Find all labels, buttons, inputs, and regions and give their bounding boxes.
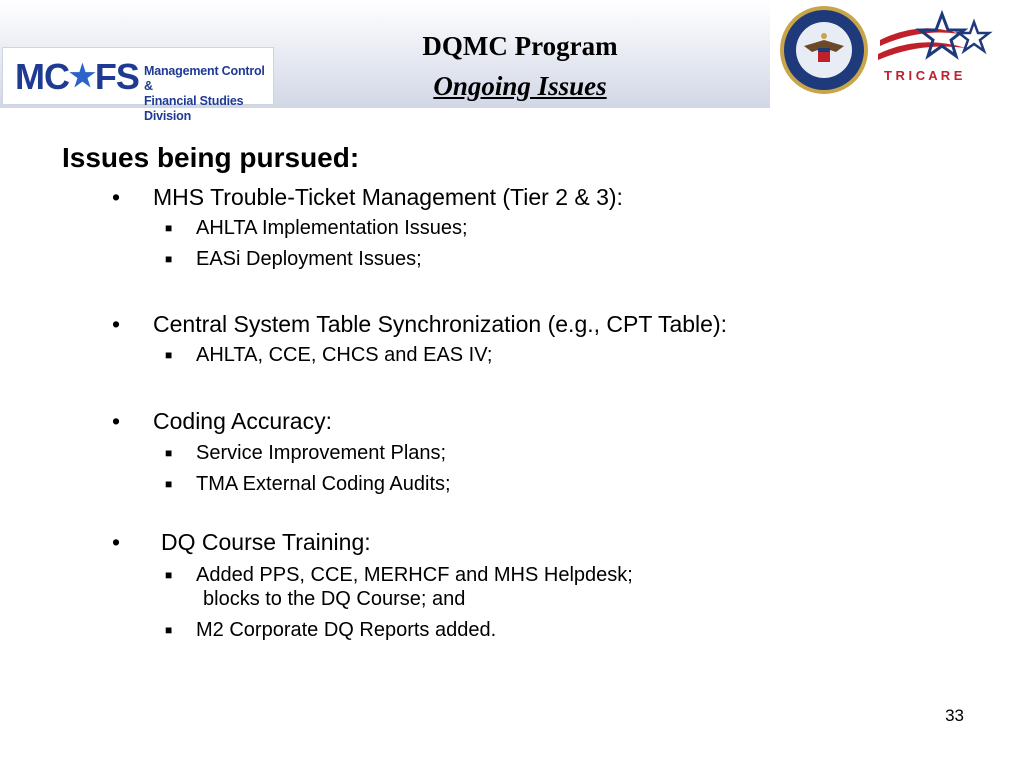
square-bullet-icon: ■ <box>165 446 173 460</box>
mcfs-logo <box>2 47 274 123</box>
mcfs-mark-left: MC <box>15 56 69 97</box>
square-bullet-icon: ■ <box>165 221 173 235</box>
dod-seal-icon <box>770 0 1024 108</box>
square-bullet-icon: ■ <box>165 348 173 362</box>
list-item-text: Central System Table Synchronization (e.g., CPT Table): <box>153 311 728 337</box>
list-item-text: Coding Accuracy: <box>153 408 332 434</box>
square-bullet-icon: ■ <box>165 623 173 637</box>
mcfs-logo-line1: Management Control & <box>144 64 265 93</box>
square-bullet-icon: ■ <box>165 477 173 491</box>
dod-tricare-logo <box>770 0 1024 108</box>
slide-title: DQMC Program <box>422 31 618 61</box>
page-number: 33 <box>945 706 964 725</box>
square-bullet-icon: ■ <box>165 568 173 582</box>
mcfs-mark-right: FS <box>94 56 139 97</box>
list-item-text: MHS Trouble-Ticket Management (Tier 2 & 3): <box>153 184 623 210</box>
sub-list-item-text: TMA External Coding Audits; <box>196 473 451 495</box>
star-icon: ★ <box>69 60 95 93</box>
sub-list-item-text: blocks to the DQ Course; and <box>203 588 466 610</box>
sub-list-item-text: AHLTA, CCE, CHCS and EAS IV; <box>196 344 493 366</box>
bullet-icon: • <box>112 184 121 210</box>
issues-heading: Issues being pursued: <box>62 142 360 173</box>
mcfs-logo-line2: Financial Studies Division <box>144 94 244 123</box>
bullet-icon: • <box>112 408 121 434</box>
square-bullet-icon: ■ <box>165 252 173 266</box>
bullet-icon: • <box>112 311 121 337</box>
tricare-wordmark: T R I C A R E <box>884 68 963 83</box>
mcfs-logo-mark <box>15 58 139 96</box>
sub-list-item-text: AHLTA Implementation Issues; <box>196 217 468 239</box>
mcfs-logo-text <box>144 64 273 124</box>
sub-list-item-text: Added PPS, CCE, MERHCF and MHS Helpdesk; <box>196 564 633 586</box>
sub-list-item-text: Service Improvement Plans; <box>196 442 447 464</box>
slide-subtitle: Ongoing Issues <box>433 71 607 101</box>
sub-list-item-text: EASi Deployment Issues; <box>196 248 422 270</box>
list-item-text: DQ Course Training: <box>161 529 371 555</box>
slide-title-block <box>330 26 710 106</box>
bullet-icon: • <box>112 529 121 555</box>
sub-list-item-text: M2 Corporate DQ Reports added. <box>196 619 497 641</box>
